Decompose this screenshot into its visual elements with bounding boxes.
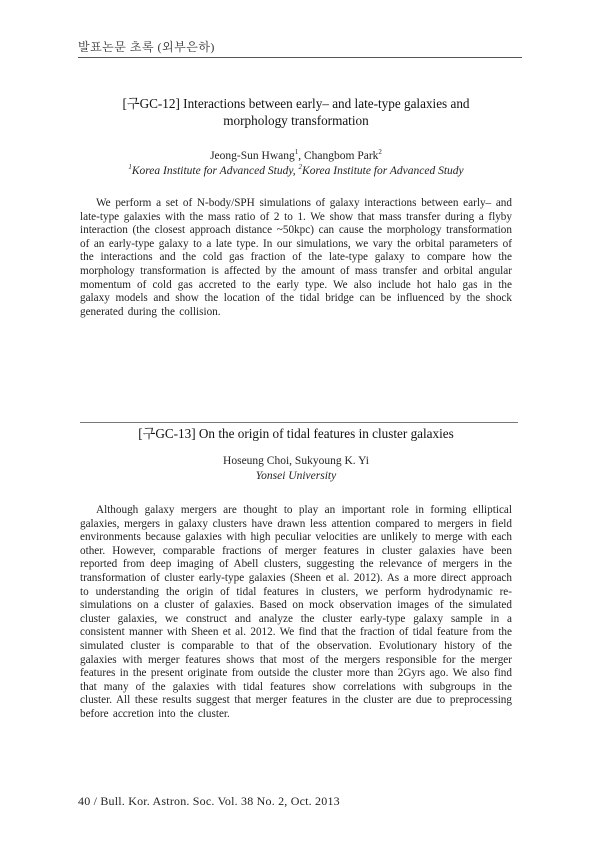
running-header: 발표논문 초록 (외부은하) bbox=[78, 40, 215, 54]
abstract-body: We perform a set of N-body/SPH simulations of galaxy interactions between early– and late-type galaxies with the mass ratio of 2 to 1. We show that mass transfer during a flyby interaction (the closest approach distance ~50kpc) can cause the morphology transformation of an early-type galaxy to a late type. In our simulations, we vary the orbital parameters of the interactions and the cold gas fraction of the late-type galaxy to compare how the morphology transformation is affected by the amount of mass transfer and orbital angular momentum of cold gas accreted to the early type. We also include hot halo gas in the galaxy models and show the location of the tidal bridge can be influenced by the shock generated during the collision. bbox=[80, 197, 512, 318]
affil-mark: 2 bbox=[298, 163, 303, 171]
header-rule bbox=[78, 57, 522, 58]
author-affil-mark: 1 bbox=[294, 148, 299, 156]
abstract-gc12 bbox=[80, 95, 512, 319]
abstract-title: [구GC-13] On the origin of tidal features in cluster galaxies bbox=[138, 426, 454, 441]
author-separator: , bbox=[298, 150, 304, 162]
affil-mark: 1 bbox=[128, 163, 132, 171]
abstract-title-line1: [구GC-12] Interactions between early– and late-type galaxies and bbox=[122, 96, 470, 111]
author-name: Jeong-Sun Hwang bbox=[210, 150, 295, 162]
section-divider bbox=[80, 422, 518, 423]
abstract-gc13 bbox=[80, 425, 512, 722]
abstract-affiliation: Yonsei University bbox=[255, 470, 337, 482]
affil-name: Korea Institute for Advanced Study bbox=[302, 165, 464, 177]
affil-name: Korea Institute for Advanced Study, bbox=[131, 165, 299, 177]
author-affil-mark: 2 bbox=[378, 148, 382, 156]
abstract-body: Although galaxy mergers are thought to play an important role in forming elliptical galaxies, mergers in galaxy clusters have drawn less attention compared to mergers in field environments because galaxies with high peculiar velocities are unlikely to merge with each other. However, comparable fractions of merger features in cluster galaxies have been reported from deep imaging of Abell clusters, suggesting the relevance of mergers in the transformation of cluster early-type galaxies (Sheen et al. 2012). As a more direct approach to understanding the origin of tidal features in clusters, we perform hydrodynamic re-simulations on a cluster of galaxies. Based on mock observation images of the simulated cluster galaxies, we construct and analyze the cluster early-type galaxy sample in a consistent manner with Sheen et al. 2012. We find that the fraction of tidal feature from the simulated cluster is comparable to that of the observation. Evolutionary history of the galaxies with merger features shows that most of the mergers responsible for the merger features in the present originate from outside the cluster more than 2Gyrs ago. We also find that many of the galaxies with tidal features show correlations with subgroups in the cluster. All these results suggest that merger features in the cluster are due to preprocessing before accretion into the cluster. bbox=[80, 504, 512, 720]
abstract-authors bbox=[80, 149, 512, 164]
abstract-authors: Hoseung Choi, Sukyoung K. Yi bbox=[223, 455, 369, 467]
abstract-title-line2: morphology transformation bbox=[223, 113, 369, 128]
author-name: Changbom Park bbox=[303, 150, 379, 162]
abstract-title bbox=[80, 95, 512, 129]
page-footer-citation: 40 / Bull. Kor. Astron. Soc. Vol. 38 No. 2, Oct. 2013 bbox=[78, 794, 340, 808]
abstract-affiliation bbox=[80, 164, 512, 179]
